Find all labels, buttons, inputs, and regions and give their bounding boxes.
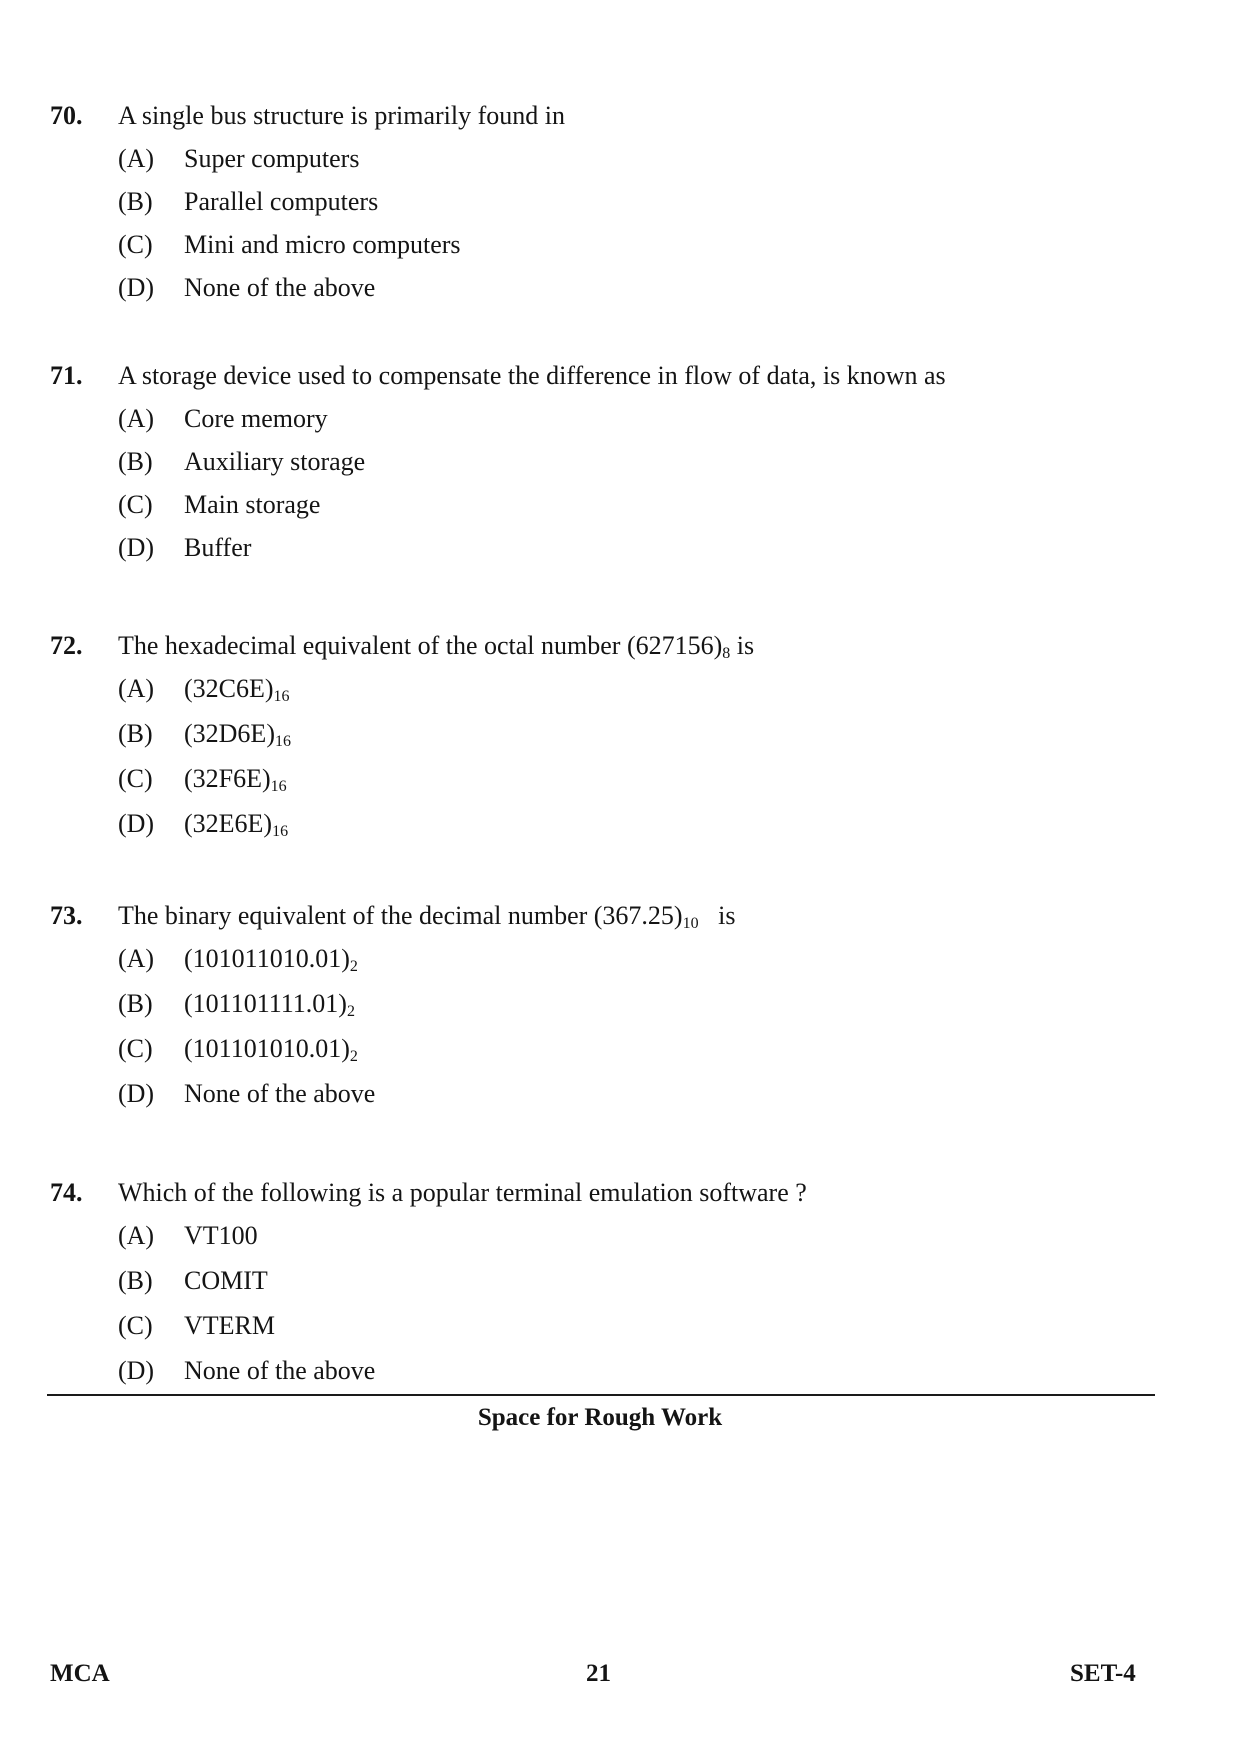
option-a — [118, 1220, 1130, 1252]
base-subscript: 10 — [682, 915, 699, 932]
question-text-tail: is — [698, 901, 736, 930]
base-subscript: 2 — [349, 958, 358, 975]
question-number: 72. — [50, 631, 83, 660]
base-subscript: 16 — [270, 778, 287, 795]
option-text: None of the above — [184, 1079, 376, 1108]
question-text: A single bus structure is primarily found in — [118, 101, 566, 130]
option-c — [118, 229, 1130, 261]
option-text — [184, 943, 358, 975]
question-number: 70. — [50, 101, 83, 130]
option-letter: (A) — [118, 144, 155, 173]
option-letter: (B) — [118, 1266, 153, 1295]
option-text: Core memory — [184, 404, 328, 433]
option-letter: (B) — [118, 719, 153, 748]
question-72 — [50, 630, 1130, 853]
option-value: (32D6E) — [184, 719, 275, 748]
rough-work-divider — [47, 1394, 1155, 1396]
question-text-tail: is — [730, 631, 755, 660]
question-stem — [50, 360, 1130, 392]
option-value: (32E6E) — [184, 809, 273, 838]
options-list — [118, 403, 1130, 564]
question-number: 73. — [50, 901, 83, 930]
base-subscript: 16 — [273, 688, 290, 705]
option-value: (101011010.01) — [184, 944, 350, 973]
option-c — [118, 489, 1130, 521]
option-letter: (C) — [118, 764, 153, 793]
option-letter: (B) — [118, 447, 153, 476]
base-subscript: 2 — [346, 1003, 355, 1020]
option-letter: (A) — [118, 674, 155, 703]
question-73 — [50, 900, 1130, 1123]
option-text — [184, 1033, 358, 1065]
option-text: None of the above — [184, 1356, 376, 1385]
option-a — [118, 143, 1130, 175]
question-stem — [50, 630, 1130, 662]
option-text — [184, 808, 288, 840]
question-number: 74. — [50, 1178, 83, 1207]
option-c — [118, 1310, 1130, 1342]
base-subscript: 8 — [722, 645, 731, 662]
options-list — [118, 673, 1130, 840]
option-letter: (B) — [118, 187, 153, 216]
question-71 — [50, 360, 1130, 575]
option-text: None of the above — [184, 273, 376, 302]
option-letter: (C) — [118, 1034, 153, 1063]
footer-course-code: MCA — [50, 1660, 110, 1687]
option-letter: (D) — [118, 1079, 155, 1108]
option-letter: (D) — [118, 273, 155, 302]
option-a — [118, 673, 1130, 705]
option-letter: (A) — [118, 404, 155, 433]
question-text — [118, 900, 1130, 932]
question-text — [118, 630, 1130, 662]
option-b — [118, 988, 1130, 1020]
option-d — [118, 1355, 1130, 1387]
option-value: (32F6E) — [184, 764, 271, 793]
question-stem — [50, 900, 1130, 932]
option-d — [118, 1078, 1130, 1110]
option-letter: (A) — [118, 944, 155, 973]
option-b — [118, 446, 1130, 478]
base-subscript: 16 — [274, 733, 291, 750]
option-letter: (C) — [118, 1311, 153, 1340]
question-70 — [50, 100, 1130, 315]
option-text — [184, 988, 355, 1020]
option-b — [118, 186, 1130, 218]
option-letter: (C) — [118, 490, 153, 519]
question-text: Which of the following is a popular terminal emulation software ? — [118, 1178, 807, 1207]
option-c — [118, 1033, 1130, 1065]
question-number: 71. — [50, 361, 83, 390]
option-c — [118, 763, 1130, 795]
option-text: VTERM — [184, 1311, 275, 1340]
question-text: A storage device used to compensate the difference in flow of data, is known as — [118, 361, 946, 390]
option-d — [118, 272, 1130, 304]
option-b — [118, 1265, 1130, 1297]
question-stem — [50, 1177, 1130, 1209]
footer-set-code: SET-4 — [1070, 1660, 1136, 1687]
option-letter: (B) — [118, 989, 153, 1018]
option-value: (101101010.01) — [184, 1034, 350, 1063]
option-a — [118, 403, 1130, 435]
footer-page-number: 21 — [586, 1660, 611, 1687]
option-text — [184, 673, 290, 705]
options-list — [118, 943, 1130, 1110]
option-text: Main storage — [184, 490, 321, 519]
question-text-main: The hexadecimal equivalent of the octal number (627156) — [118, 631, 723, 660]
option-letter: (D) — [118, 533, 155, 562]
options-list — [118, 1220, 1130, 1387]
option-text: COMIT — [184, 1266, 268, 1295]
question-stem — [50, 100, 1130, 132]
option-text — [184, 718, 291, 750]
option-letter: (A) — [118, 1221, 155, 1250]
option-d — [118, 532, 1130, 564]
option-text: Buffer — [184, 533, 252, 562]
option-text: Super computers — [184, 144, 360, 173]
option-text: Auxiliary storage — [184, 447, 366, 476]
question-text-main: The binary equivalent of the decimal number (367.25) — [118, 901, 683, 930]
option-letter: (D) — [118, 809, 155, 838]
option-a — [118, 943, 1130, 975]
option-d — [118, 808, 1130, 840]
option-text: Mini and micro computers — [184, 230, 461, 259]
option-text — [184, 763, 287, 795]
question-74 — [50, 1177, 1130, 1400]
option-text: Parallel computers — [184, 187, 379, 216]
base-subscript: 16 — [272, 823, 289, 840]
option-letter: (C) — [118, 230, 153, 259]
option-letter: (D) — [118, 1356, 155, 1385]
option-text: VT100 — [184, 1221, 258, 1250]
option-value: (101101111.01) — [184, 989, 347, 1018]
base-subscript: 2 — [349, 1048, 358, 1065]
rough-work-label: Space for Rough Work — [477, 1404, 723, 1431]
options-list — [118, 143, 1130, 304]
option-value: (32C6E) — [184, 674, 274, 703]
option-b — [118, 718, 1130, 750]
